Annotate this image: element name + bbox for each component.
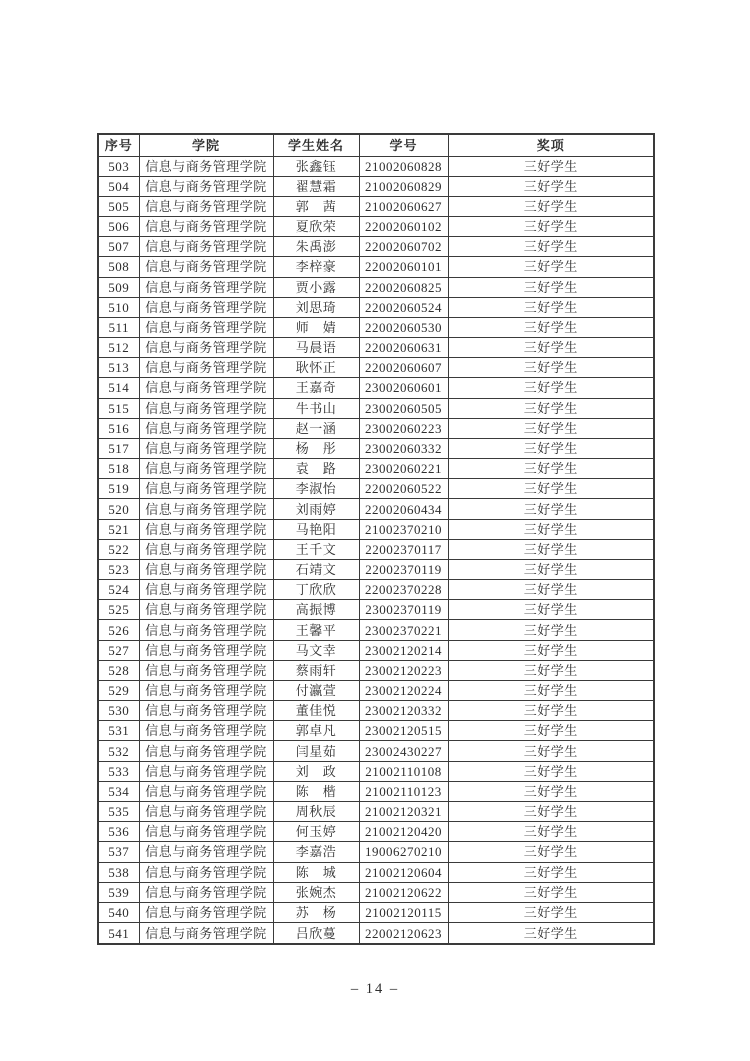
cell-student-name: 马晨语	[273, 338, 359, 358]
table-row	[98, 680, 654, 700]
table-body	[98, 156, 654, 944]
table-row	[98, 842, 654, 862]
cell-student-id: 22002060607	[359, 358, 448, 378]
cell-college: 信息与商务管理学院	[139, 459, 273, 479]
table-row	[98, 882, 654, 902]
cell-student-name: 王千文	[273, 539, 359, 559]
cell-serial-number: 535	[98, 802, 139, 822]
header-student-name: 学生姓名	[273, 134, 359, 156]
cell-award: 三好学生	[448, 923, 654, 944]
cell-serial-number: 533	[98, 761, 139, 781]
cell-student-id: 23002060221	[359, 459, 448, 479]
cell-serial-number: 531	[98, 721, 139, 741]
cell-serial-number: 517	[98, 438, 139, 458]
cell-student-name: 师 婧	[273, 317, 359, 337]
cell-college: 信息与商务管理学院	[139, 217, 273, 237]
cell-award: 三好学生	[448, 660, 654, 680]
table-row	[98, 418, 654, 438]
cell-student-name: 王馨平	[273, 620, 359, 640]
cell-serial-number: 519	[98, 479, 139, 499]
cell-student-id: 23002120515	[359, 721, 448, 741]
cell-student-name: 付瀛萱	[273, 680, 359, 700]
table-row	[98, 781, 654, 801]
cell-student-name: 刘雨婷	[273, 499, 359, 519]
header-serial-number: 序号	[98, 134, 139, 156]
cell-serial-number: 539	[98, 882, 139, 902]
cell-student-name: 周秋辰	[273, 802, 359, 822]
cell-student-name: 贾小露	[273, 277, 359, 297]
cell-college: 信息与商务管理学院	[139, 842, 273, 862]
cell-award: 三好学生	[448, 580, 654, 600]
cell-award: 三好学生	[448, 741, 654, 761]
cell-award: 三好学生	[448, 196, 654, 216]
table-row	[98, 398, 654, 418]
cell-student-name: 马艳阳	[273, 519, 359, 539]
header-college: 学院	[139, 134, 273, 156]
cell-student-id: 22002060524	[359, 297, 448, 317]
cell-student-id: 22002060101	[359, 257, 448, 277]
table-row	[98, 580, 654, 600]
table-row	[98, 620, 654, 640]
cell-student-id: 23002060223	[359, 418, 448, 438]
table-row	[98, 297, 654, 317]
cell-student-name: 丁欣欣	[273, 580, 359, 600]
cell-award: 三好学生	[448, 539, 654, 559]
cell-college: 信息与商务管理学院	[139, 923, 273, 944]
cell-college: 信息与商务管理学院	[139, 358, 273, 378]
cell-student-name: 王嘉奇	[273, 378, 359, 398]
cell-award: 三好学生	[448, 479, 654, 499]
cell-award: 三好学生	[448, 499, 654, 519]
cell-student-id: 23002060505	[359, 398, 448, 418]
cell-college: 信息与商务管理学院	[139, 479, 273, 499]
cell-serial-number: 514	[98, 378, 139, 398]
cell-student-id: 21002120622	[359, 882, 448, 902]
cell-award: 三好学生	[448, 842, 654, 862]
cell-serial-number: 538	[98, 862, 139, 882]
page-number: – 14 –	[350, 981, 400, 997]
cell-student-id: 22002060702	[359, 237, 448, 257]
table-row	[98, 660, 654, 680]
cell-student-id: 21002370210	[359, 519, 448, 539]
cell-college: 信息与商务管理学院	[139, 741, 273, 761]
cell-college: 信息与商务管理学院	[139, 196, 273, 216]
cell-college: 信息与商务管理学院	[139, 257, 273, 277]
cell-award: 三好学生	[448, 378, 654, 398]
cell-award: 三好学生	[448, 600, 654, 620]
cell-college: 信息与商务管理学院	[139, 499, 273, 519]
cell-student-id: 21002060829	[359, 176, 448, 196]
cell-college: 信息与商务管理学院	[139, 176, 273, 196]
table-row	[98, 519, 654, 539]
cell-student-id: 21002060627	[359, 196, 448, 216]
cell-student-id: 22002370228	[359, 580, 448, 600]
cell-student-id: 19006270210	[359, 842, 448, 862]
table-row	[98, 701, 654, 721]
cell-college: 信息与商务管理学院	[139, 559, 273, 579]
cell-student-name: 李梓豪	[273, 257, 359, 277]
table-row	[98, 539, 654, 559]
cell-student-name: 蔡雨轩	[273, 660, 359, 680]
table-row	[98, 479, 654, 499]
cell-serial-number: 516	[98, 418, 139, 438]
cell-serial-number: 536	[98, 822, 139, 842]
cell-award: 三好学生	[448, 781, 654, 801]
cell-award: 三好学生	[448, 418, 654, 438]
cell-award: 三好学生	[448, 721, 654, 741]
cell-serial-number: 525	[98, 600, 139, 620]
cell-award: 三好学生	[448, 902, 654, 922]
cell-student-id: 23002370119	[359, 600, 448, 620]
cell-student-id: 23002430227	[359, 741, 448, 761]
cell-student-id: 23002120332	[359, 701, 448, 721]
table-row	[98, 237, 654, 257]
cell-student-id: 23002060601	[359, 378, 448, 398]
cell-student-id: 22002060825	[359, 277, 448, 297]
cell-college: 信息与商务管理学院	[139, 781, 273, 801]
cell-award: 三好学生	[448, 519, 654, 539]
cell-serial-number: 520	[98, 499, 139, 519]
cell-college: 信息与商务管理学院	[139, 519, 273, 539]
cell-award: 三好学生	[448, 398, 654, 418]
cell-serial-number: 512	[98, 338, 139, 358]
cell-college: 信息与商务管理学院	[139, 539, 273, 559]
cell-student-id: 23002120214	[359, 640, 448, 660]
cell-award: 三好学生	[448, 761, 654, 781]
cell-college: 信息与商务管理学院	[139, 398, 273, 418]
cell-college: 信息与商务管理学院	[139, 438, 273, 458]
cell-student-id: 21002110123	[359, 781, 448, 801]
cell-award: 三好学生	[448, 882, 654, 902]
cell-student-name: 董佳悦	[273, 701, 359, 721]
cell-serial-number: 506	[98, 217, 139, 237]
cell-college: 信息与商务管理学院	[139, 660, 273, 680]
cell-student-name: 张鑫钰	[273, 156, 359, 176]
table-row	[98, 459, 654, 479]
cell-college: 信息与商务管理学院	[139, 277, 273, 297]
cell-award: 三好学生	[448, 156, 654, 176]
cell-college: 信息与商务管理学院	[139, 862, 273, 882]
cell-college: 信息与商务管理学院	[139, 761, 273, 781]
table-row	[98, 640, 654, 660]
cell-college: 信息与商务管理学院	[139, 418, 273, 438]
table-row	[98, 499, 654, 519]
cell-student-id: 22002060631	[359, 338, 448, 358]
cell-serial-number: 528	[98, 660, 139, 680]
cell-student-name: 袁 路	[273, 459, 359, 479]
cell-student-name: 李淑怡	[273, 479, 359, 499]
cell-serial-number: 510	[98, 297, 139, 317]
cell-serial-number: 522	[98, 539, 139, 559]
cell-student-id: 22002060522	[359, 479, 448, 499]
cell-student-name: 杨 彤	[273, 438, 359, 458]
table-row	[98, 317, 654, 337]
cell-serial-number: 527	[98, 640, 139, 660]
header-student-id: 学号	[359, 134, 448, 156]
cell-student-id: 21002110108	[359, 761, 448, 781]
cell-award: 三好学生	[448, 862, 654, 882]
cell-award: 三好学生	[448, 680, 654, 700]
table-row	[98, 822, 654, 842]
table-row	[98, 559, 654, 579]
cell-student-id: 21002120420	[359, 822, 448, 842]
header-award: 奖项	[448, 134, 654, 156]
cell-award: 三好学生	[448, 317, 654, 337]
cell-student-name: 牛书山	[273, 398, 359, 418]
cell-student-name: 何玉婷	[273, 822, 359, 842]
cell-student-name: 闫星茹	[273, 741, 359, 761]
cell-serial-number: 529	[98, 680, 139, 700]
cell-student-name: 李嘉浩	[273, 842, 359, 862]
table-row	[98, 721, 654, 741]
cell-student-id: 21002120604	[359, 862, 448, 882]
cell-student-id: 22002060102	[359, 217, 448, 237]
table-header	[98, 134, 654, 156]
table-row	[98, 902, 654, 922]
cell-serial-number: 507	[98, 237, 139, 257]
cell-college: 信息与商务管理学院	[139, 640, 273, 660]
cell-award: 三好学生	[448, 176, 654, 196]
table-row	[98, 378, 654, 398]
cell-serial-number: 511	[98, 317, 139, 337]
cell-serial-number: 521	[98, 519, 139, 539]
cell-serial-number: 504	[98, 176, 139, 196]
cell-student-name: 陈 楷	[273, 781, 359, 801]
cell-student-name: 石靖文	[273, 559, 359, 579]
cell-serial-number: 541	[98, 923, 139, 944]
cell-award: 三好学生	[448, 257, 654, 277]
table-row	[98, 741, 654, 761]
cell-award: 三好学生	[448, 559, 654, 579]
cell-student-name: 郭 茜	[273, 196, 359, 216]
cell-college: 信息与商务管理学院	[139, 600, 273, 620]
cell-serial-number: 524	[98, 580, 139, 600]
cell-student-id: 22002370119	[359, 559, 448, 579]
cell-award: 三好学生	[448, 701, 654, 721]
table-row	[98, 196, 654, 216]
table-row	[98, 438, 654, 458]
cell-student-name: 高振博	[273, 600, 359, 620]
cell-serial-number: 515	[98, 398, 139, 418]
cell-serial-number: 509	[98, 277, 139, 297]
cell-student-name: 郭卓凡	[273, 721, 359, 741]
cell-award: 三好学生	[448, 277, 654, 297]
cell-student-id: 23002060332	[359, 438, 448, 458]
cell-serial-number: 523	[98, 559, 139, 579]
table-row	[98, 761, 654, 781]
cell-college: 信息与商务管理学院	[139, 338, 273, 358]
cell-serial-number: 508	[98, 257, 139, 277]
cell-serial-number: 518	[98, 459, 139, 479]
cell-student-id: 22002060434	[359, 499, 448, 519]
cell-student-name: 耿怀正	[273, 358, 359, 378]
cell-student-name: 陈 城	[273, 862, 359, 882]
cell-student-name: 刘思琦	[273, 297, 359, 317]
cell-award: 三好学生	[448, 237, 654, 257]
cell-student-name: 翟慧霜	[273, 176, 359, 196]
cell-college: 信息与商务管理学院	[139, 822, 273, 842]
cell-award: 三好学生	[448, 640, 654, 660]
cell-student-id: 23002370221	[359, 620, 448, 640]
cell-college: 信息与商务管理学院	[139, 317, 273, 337]
cell-student-name: 苏 杨	[273, 902, 359, 922]
cell-college: 信息与商务管理学院	[139, 156, 273, 176]
cell-award: 三好学生	[448, 358, 654, 378]
table-row	[98, 176, 654, 196]
cell-student-id: 22002120623	[359, 923, 448, 944]
table-row	[98, 156, 654, 176]
cell-award: 三好学生	[448, 297, 654, 317]
cell-award: 三好学生	[448, 822, 654, 842]
cell-award: 三好学生	[448, 217, 654, 237]
cell-student-id: 22002060530	[359, 317, 448, 337]
cell-student-id: 21002120115	[359, 902, 448, 922]
cell-student-id: 21002120321	[359, 802, 448, 822]
table-row	[98, 862, 654, 882]
cell-college: 信息与商务管理学院	[139, 882, 273, 902]
cell-student-id: 23002120223	[359, 660, 448, 680]
cell-college: 信息与商务管理学院	[139, 902, 273, 922]
header-row	[98, 134, 654, 156]
cell-award: 三好学生	[448, 338, 654, 358]
cell-student-name: 赵一涵	[273, 418, 359, 438]
cell-award: 三好学生	[448, 620, 654, 640]
cell-college: 信息与商务管理学院	[139, 378, 273, 398]
table-row	[98, 257, 654, 277]
table-row	[98, 277, 654, 297]
cell-serial-number: 537	[98, 842, 139, 862]
cell-student-name: 朱禹澎	[273, 237, 359, 257]
cell-serial-number: 505	[98, 196, 139, 216]
cell-college: 信息与商务管理学院	[139, 580, 273, 600]
cell-college: 信息与商务管理学院	[139, 721, 273, 741]
award-list-table	[97, 133, 655, 945]
cell-award: 三好学生	[448, 438, 654, 458]
table-row	[98, 358, 654, 378]
cell-student-name: 夏欣荣	[273, 217, 359, 237]
cell-student-id: 23002120224	[359, 680, 448, 700]
cell-student-name: 吕欣蔓	[273, 923, 359, 944]
table-row	[98, 600, 654, 620]
cell-college: 信息与商务管理学院	[139, 701, 273, 721]
cell-college: 信息与商务管理学院	[139, 680, 273, 700]
cell-award: 三好学生	[448, 459, 654, 479]
cell-college: 信息与商务管理学院	[139, 802, 273, 822]
cell-serial-number: 540	[98, 902, 139, 922]
cell-serial-number: 530	[98, 701, 139, 721]
cell-college: 信息与商务管理学院	[139, 620, 273, 640]
cell-serial-number: 503	[98, 156, 139, 176]
cell-college: 信息与商务管理学院	[139, 237, 273, 257]
cell-student-id: 21002060828	[359, 156, 448, 176]
table-row	[98, 338, 654, 358]
cell-college: 信息与商务管理学院	[139, 297, 273, 317]
cell-serial-number: 532	[98, 741, 139, 761]
cell-award: 三好学生	[448, 802, 654, 822]
cell-serial-number: 513	[98, 358, 139, 378]
table-row	[98, 217, 654, 237]
cell-serial-number: 534	[98, 781, 139, 801]
table-row	[98, 923, 654, 944]
cell-student-name: 张婉杰	[273, 882, 359, 902]
cell-student-name: 刘 政	[273, 761, 359, 781]
table-row	[98, 802, 654, 822]
cell-student-id: 22002370117	[359, 539, 448, 559]
cell-serial-number: 526	[98, 620, 139, 640]
cell-student-name: 马文幸	[273, 640, 359, 660]
